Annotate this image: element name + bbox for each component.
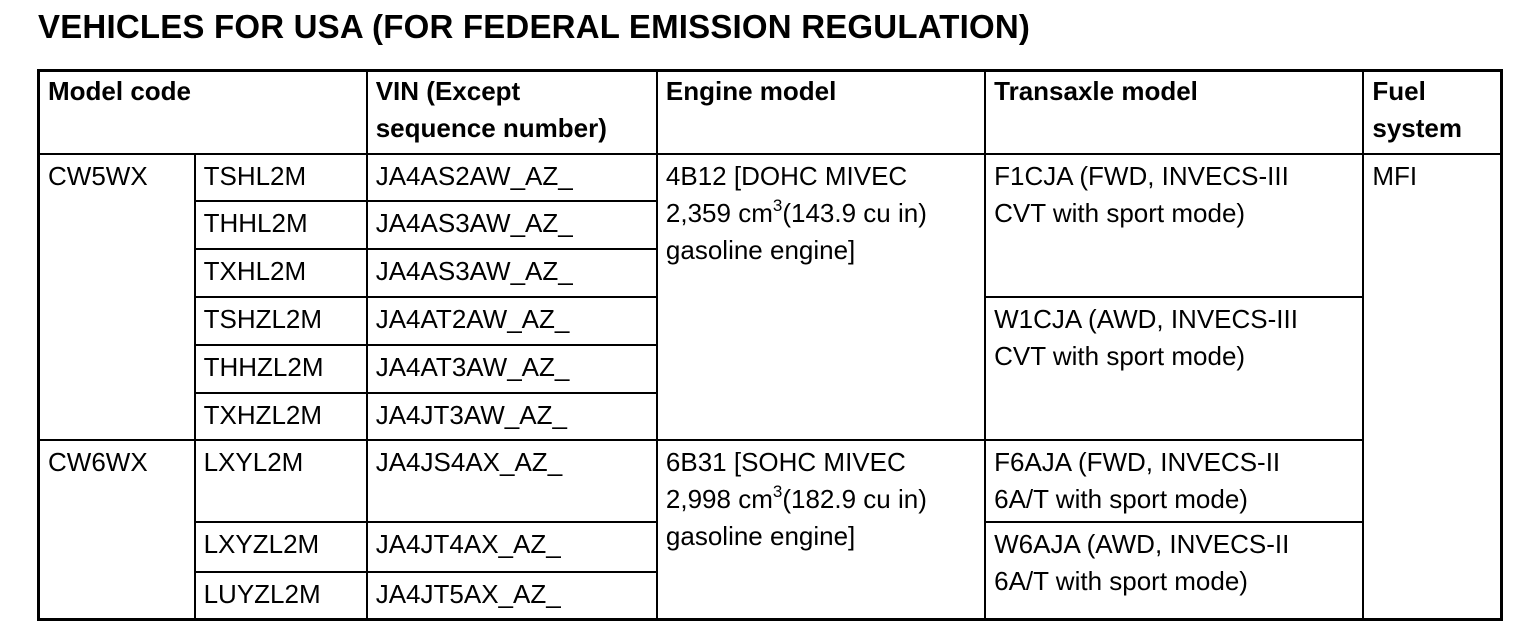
engine-line2-pre: 2,998 cm [665,484,773,514]
vin-cell: JA4AS2AW_AZ_ [367,154,657,201]
header-model-code [39,71,367,155]
header-fuel-system [1363,71,1501,155]
vehicle-spec-table [37,69,1503,621]
header-transaxle-model-label: Transaxle model [994,76,1198,106]
transaxle-line1: W6AJA (AWD, INVECS-II [994,529,1290,559]
table-row [39,440,1502,522]
vin-cell: JA4AT2AW_AZ_ [367,297,657,345]
engine-model-cell [657,440,985,620]
transaxle-model-cell [985,522,1363,620]
trim-code-cell: LXYL2M [195,440,367,522]
engine-line1: 4B12 [DOHC MIVEC [665,161,908,191]
engine-line2-post: (143.9 cu in) [782,198,927,228]
engine-model-cell [657,154,985,440]
engine-line2-pre: 2,359 cm [665,198,773,228]
vin-cell: JA4AS3AW_AZ_ [367,201,657,249]
header-vin [367,71,657,155]
transaxle-line2: 6A/T with sport mode) [994,484,1248,514]
header-model-code-label: Model code [48,76,192,106]
engine-line3: gasoline engine] [665,235,856,265]
vin-cell: JA4AS3AW_AZ_ [367,249,657,297]
engine-line2-sup: 3 [772,482,783,501]
fuel-system-cell: MFI [1363,154,1501,620]
trim-code-cell: TSHZL2M [195,297,367,345]
transaxle-line2: 6A/T with sport mode) [994,566,1248,596]
header-engine-model-label: Engine model [665,76,837,106]
table-row [39,154,1502,201]
transaxle-model-cell [985,440,1363,522]
transaxle-line1: F1CJA (FWD, INVECS-III [994,161,1289,191]
trim-code-cell: THHL2M [195,201,367,249]
vin-cell: JA4JT3AW_AZ_ [367,393,657,440]
header-vin-line1: VIN (Except [375,76,521,106]
page-title: VEHICLES FOR USA (FOR FEDERAL EMISSION REGULATION) [38,8,1031,45]
engine-line2-post: (182.9 cu in) [782,484,927,514]
trim-code-cell: LUYZL2M [195,572,367,620]
trim-code-cell: THHZL2M [195,345,367,393]
trim-code-cell: LXYZL2M [195,522,367,572]
engine-line2-sup: 3 [772,196,783,215]
table-header-row [39,71,1502,155]
transaxle-model-cell [985,297,1363,440]
header-engine-model [657,71,985,155]
model-code-cell: CW5WX [39,154,195,440]
transaxle-line2: CVT with sport mode) [994,341,1246,371]
trim-code-cell: TXHL2M [195,249,367,297]
header-vin-line2: sequence number) [375,113,607,143]
header-transaxle-model [985,71,1363,155]
vin-cell: JA4JT4AX_AZ_ [367,522,657,572]
transaxle-line1: W1CJA (AWD, INVECS-III [994,304,1298,334]
transaxle-line2: CVT with sport mode) [994,198,1246,228]
model-code-cell: CW6WX [39,440,195,620]
vin-cell: JA4JS4AX_AZ_ [367,440,657,522]
vin-cell: JA4AT3AW_AZ_ [367,345,657,393]
trim-code-cell: TSHL2M [195,154,367,201]
engine-line3: gasoline engine] [665,521,856,551]
header-fuel-line1: Fuel [1372,76,1426,106]
trim-code-cell: TXHZL2M [195,393,367,440]
header-fuel-line2: system [1372,113,1462,143]
transaxle-model-cell [985,154,1363,297]
engine-line1: 6B31 [SOHC MIVEC [665,447,906,477]
vin-cell: JA4JT5AX_AZ_ [367,572,657,620]
transaxle-line1: F6AJA (FWD, INVECS-II [994,447,1281,477]
